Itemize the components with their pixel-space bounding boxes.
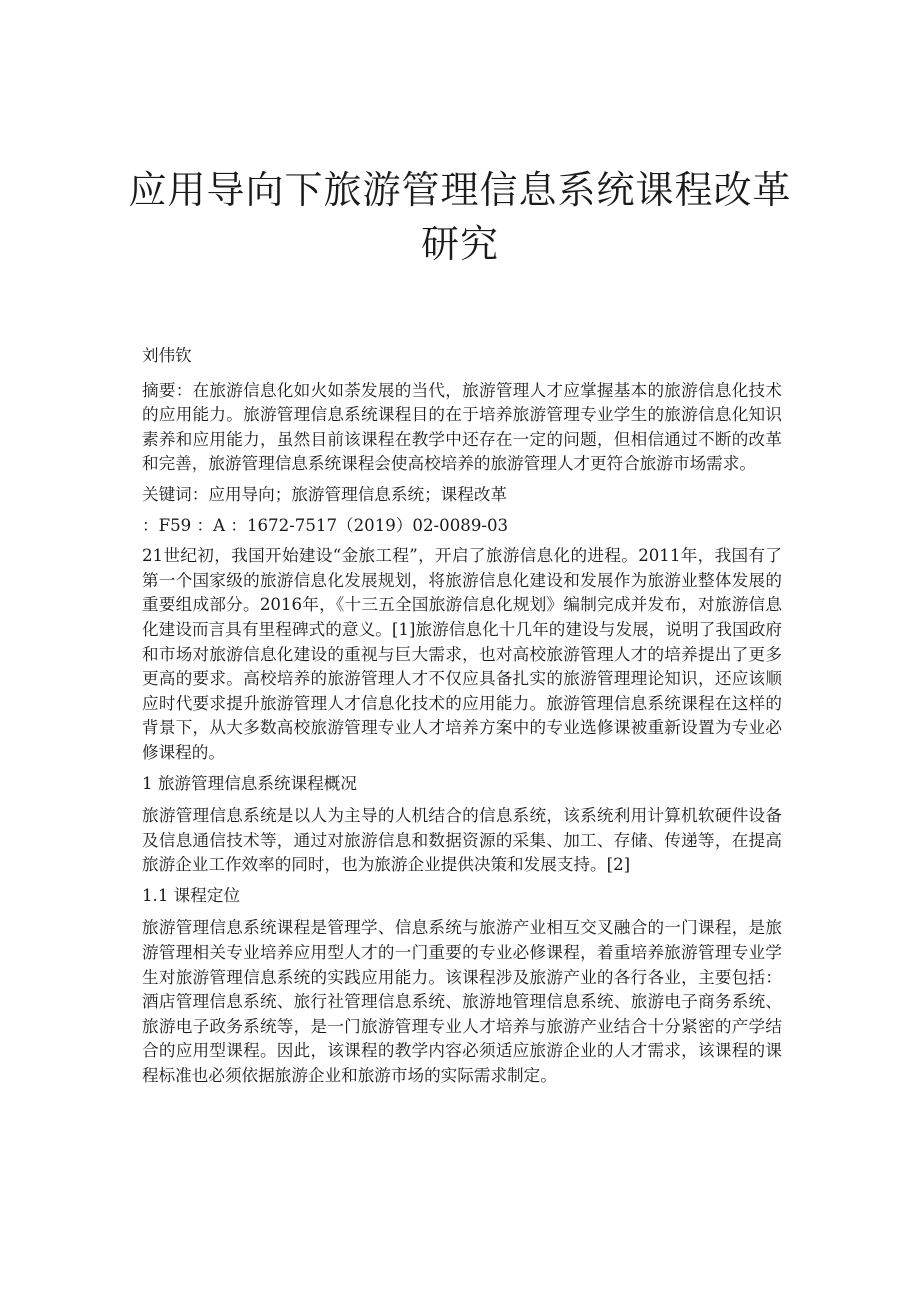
paper-title: 应用导向下旅游管理信息系统课程改革研究: [128, 168, 792, 266]
section-1-heading: 1 旅游管理信息系统课程概况: [142, 773, 357, 793]
keywords-line: 关键词：应用导向；旅游管理信息系统；课程改革: [142, 484, 508, 504]
intro-paragraph: 21世纪初，我国开始建设“金旅工程”，开启了旅游信息化的进程。2011年，我国有了第一个国家级的旅游信息化发展规划，将旅游信息化建设和发展作为旅游业整体发展的重要组成部分。2016年，《十三五全国旅游信息化规划》编制完成并发布，对旅游信息化建设而言具有里程碑式的意义。[1]旅游信息化十几年的建设与发展，说明了我国政府和市场对旅游信息化建设的重视与巨大需求，也对高校旅游管理人才的培养提出了更多更高的要求。高校培养的旅游管理人才不仅应具备扎实的旅游管理理论知识，还应该顺应时代要求提升旅游管理人才信息化技术的应用能力。旅游管理信息系统课程在这样的背景下，从大多数高校旅游管理专业人才培养方案中的专业选修课被重新设置为专业必修课程的。: [142, 546, 782, 762]
section-1-1-paragraph: 旅游管理信息系统课程是管理学、信息系统与旅游产业相互交叉融合的一门课程，是旅游管理相关专业培养应用型人才的一门重要的专业必修课程，着重培养旅游管理专业学生对旅游管理信息系统的实践应用能力。该课程涉及旅游产业的各行各业，主要包括：酒店管理信息系统、旅行社管理信息系统、旅游地管理信息系统、旅游电子商务系统、旅游电子政务系统等，是一门旅游管理专业人才培养与旅游产业结合十分紧密的产学结合的应用型课程。因此，该课程的教学内容必须适应旅游企业的人才需求，该课程的课程标准也必须依据旅游企业和旅游市场的实际需求制定。: [142, 918, 782, 1086]
section-1-1-heading: 1.1 课程定位: [142, 885, 241, 905]
paper-body: [142, 344, 782, 1095]
classification-line: ：F59 ：A ：1672-7517（2019）02-0089-03: [142, 515, 509, 535]
author-name: 刘伟钦: [142, 346, 192, 365]
section-1-paragraph: 旅游管理信息系统是以人为主导的人机结合的信息系统，该系统利用计算机软硬件设备及信息通信技术等，通过对旅游信息和数据资源的采集、加工、存储、传递等，在提高旅游企业工作效率的同时，也为旅游企业提供决策和发展支持。[2]: [142, 806, 782, 875]
abstract-paragraph: 摘要：在旅游信息化如火如荼发展的当代，旅游管理人才应掌握基本的旅游信息化技术的应用能力。旅游管理信息系统课程目的在于培养旅游管理专业学生的旅游信息化知识素养和应用能力，虽然目前该课程在教学中还存在一定的问题，但相信通过不断的改革和完善，旅游管理信息系统课程会使高校培养的旅游管理人才更符合旅游市场需求。: [142, 380, 782, 474]
